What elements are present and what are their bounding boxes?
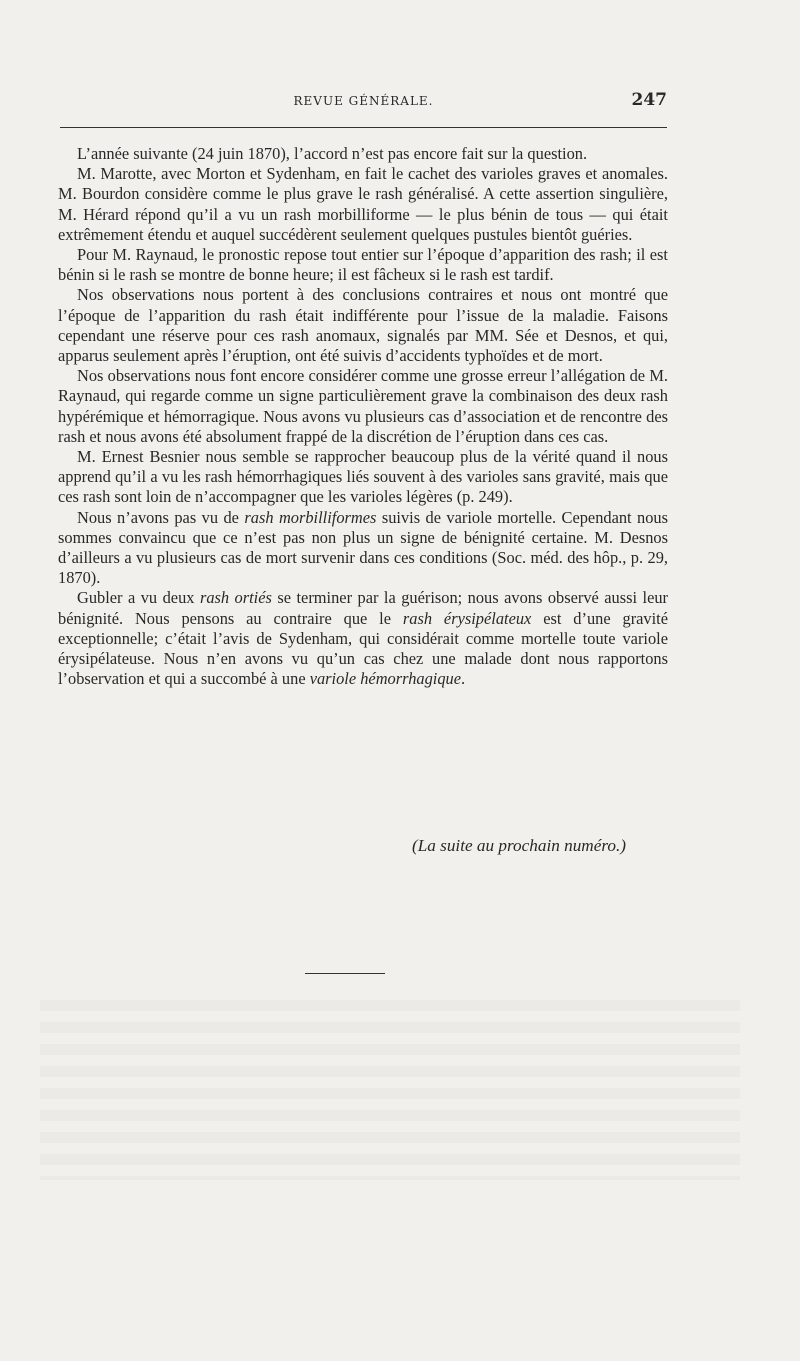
emphasis: rash ortiés [199,588,272,608]
paragraph: L’année suivante (24 juin 1870), l’accord n’est pas encore fait sur la question. [77,144,588,163]
emphasis: rash érysipélateux [402,608,532,628]
running-head: REVUE GÉNÉRALE. [293,94,434,108]
emphasis: variole hémorrhagique [309,669,461,689]
paragraph: M. Ernest Besnier nous semble se rapprocher beaucoup plus de la vérité quand il nous apprend qu’il a vu les rash hémorrhagiques liés souvent à des varioles sans gravité, mais que ces rash sont loin de n’accompagner que les varioles légères (p. 249). [58,447,668,507]
article-body [58,144,668,689]
paragraph: Nous n’avons pas vu de rash morbilliformes suivis de variole mortelle. Cependant nous sommes convaincu que ce n’est pas non plus un signe de bénignité certaine. M. Desnos d’ailleurs a vu plusieurs cas de mort survenir dans ces conditions (Soc. méd. des hôp., p. 29, 1870). [58,507,669,588]
paragraph: Nos observations nous portent à des conclusions contraires et nous ont montré que l’époque de l’apparition du rash était indifférente pour l’issue de la maladie. Faisons cependant une réserve pour ces rash anomaux, signalés par MM. Sée et Desnos, et qui, apparus seulement après l’éruption, ont été suivis d’accidents typhoïdes et de mort. [58,285,668,366]
page-number: 247 [631,90,667,110]
continuation-note: (La suite au prochain numéro.) [411,836,626,855]
paragraph: Pour M. Raynaud, le pronostic repose tout entier sur l’époque d’apparition des rash; il est bénin si le rash se montre de bonne heure; il est fâcheux si le rash est tardif. [58,245,668,285]
paper-show-through [40,1000,740,1180]
paragraph: M. Marotte, avec Morton et Sydenham, en fait le cachet des varioles graves et anomales. M. Bourdon considère comme le plus grave le rash généralisé. A cette assertion singulière, M. Hérard répond qu’il a vu un rash morbilliforme — le plus bénin de tous — qui était extrêmement étendu et auquel succédèrent seulement quelques pustules bientôt guéries. [58,164,668,244]
header-rule [60,127,667,128]
page-header [60,90,667,114]
emphasis: rash morbilliformes [244,507,377,527]
end-rule [305,973,385,974]
paragraph: Gubler a vu deux rash ortiés se terminer par la guérison; nous avons observé aussi leur bénignité. Nous pensons au contraire que le rash érysipélateux est d’une gravité exceptionnelle; c’était l’avis de Sydenham, qui considérait comme mortelle toute variole érysipélateuse. Nous n’en avons vu qu’un cas chez une malade dont nous rapportons l’observation et qui a succombé à une variole hémorrhagique. [58,588,669,689]
paragraph: Nos observations nous font encore considérer comme une grosse erreur l’allégation de M. Raynaud, qui regarde comme un signe particulièrement grave la combinaison des deux rash hypérémique et hémorragique. Nous avons vu plusieurs cas d’association et de rencontre des rash et nous avons été absolument frappé de la discrétion de l’éruption dans ces cas. [58,366,668,446]
